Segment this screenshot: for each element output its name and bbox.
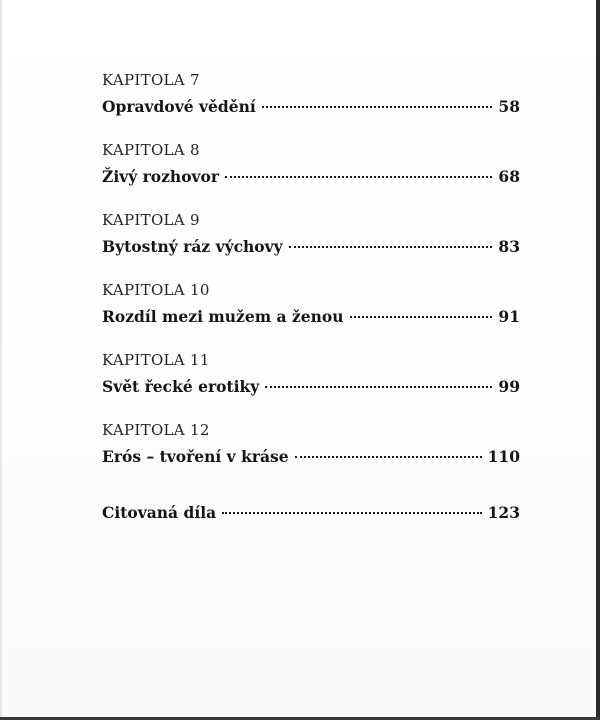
- page-number: 110: [487, 447, 520, 466]
- toc-title-line: [102, 500, 520, 526]
- page-number: 68: [498, 167, 520, 186]
- toc-title-line: [102, 304, 520, 330]
- chapter-label: KAPITOLA 7: [102, 71, 200, 89]
- toc-entry-chapter-11: [102, 350, 520, 420]
- page-number: 123: [487, 503, 520, 522]
- chapter-title: Bytostný ráz výchovy: [102, 237, 283, 256]
- toc-entry-cited-works: [102, 500, 520, 540]
- page-left-edge: [0, 0, 2, 720]
- chapter-label: KAPITOLA 12: [102, 421, 210, 439]
- dot-leader: [350, 316, 493, 318]
- chapter-label: KAPITOLA 11: [102, 351, 210, 369]
- chapter-title: Erós – tvoření v kráse: [102, 447, 289, 466]
- dot-leader: [225, 176, 492, 178]
- dot-leader: [262, 106, 493, 108]
- chapter-label: KAPITOLA 8: [102, 141, 200, 159]
- page-number: 91: [498, 307, 520, 326]
- toc-title-line: [102, 444, 520, 470]
- chapter-title: Živý rozhovor: [102, 167, 220, 186]
- toc-entry-chapter-12: [102, 420, 520, 490]
- toc-title-line: [102, 94, 520, 120]
- section-title: Citovaná díla: [102, 503, 217, 522]
- toc-entry-chapter-8: [102, 140, 520, 210]
- chapter-label: KAPITOLA 10: [102, 281, 210, 299]
- dot-leader: [289, 246, 493, 248]
- chapter-title: Opravdové vědění: [102, 97, 256, 116]
- toc-entry-chapter-9: [102, 210, 520, 280]
- page-number: 83: [498, 237, 520, 256]
- toc-entry-chapter-10: [102, 280, 520, 350]
- dot-leader: [265, 386, 492, 388]
- chapter-title: Svět řecké erotiky: [102, 377, 260, 396]
- page-number: 99: [498, 377, 520, 396]
- page-right-edge: [596, 0, 600, 720]
- toc-title-line: [102, 234, 520, 260]
- toc-entry-chapter-7: [102, 70, 520, 140]
- chapter-label: KAPITOLA 9: [102, 211, 200, 229]
- chapter-title: Rozdíl mezi mužem a ženou: [102, 307, 344, 326]
- dot-leader: [295, 456, 482, 458]
- dot-leader: [222, 512, 482, 514]
- toc-title-line: [102, 164, 520, 190]
- toc-title-line: [102, 374, 520, 400]
- page-number: 58: [498, 97, 520, 116]
- table-of-contents: [102, 70, 520, 540]
